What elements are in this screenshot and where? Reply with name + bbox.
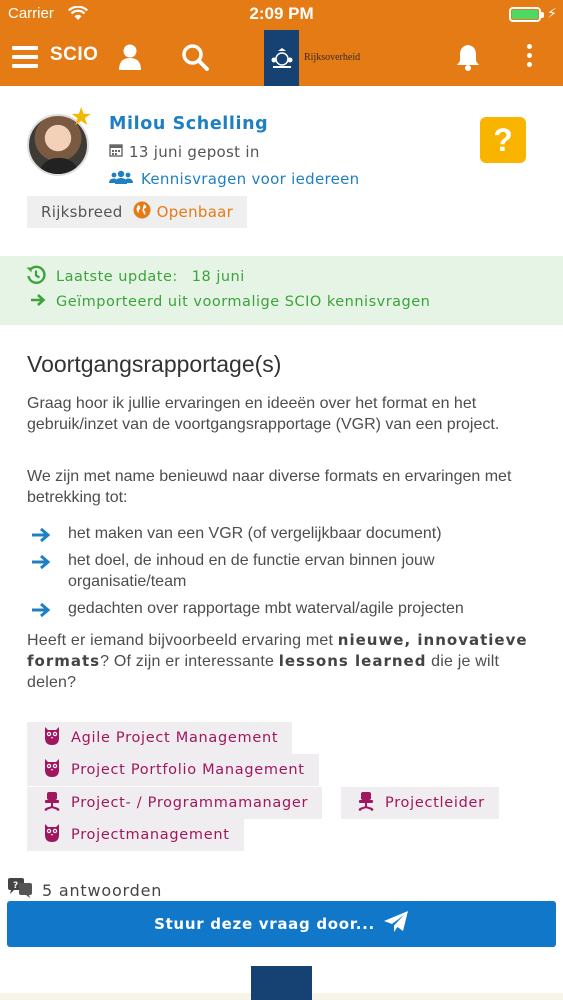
group-name[interactable]: Kennisvragen voor iedereen: [141, 170, 360, 188]
update-date: 18 juni: [191, 269, 245, 285]
charging-icon: ⚡: [547, 6, 557, 22]
author-name[interactable]: Milou Schelling: [109, 114, 269, 134]
answers-label: 5 antwoorden: [42, 880, 163, 900]
update-label: Laatste update:: [56, 269, 178, 285]
chat-question-icon: [8, 878, 34, 902]
forward-button-label: Stuur deze vraag door...: [154, 915, 375, 933]
more-icon[interactable]: [527, 44, 533, 71]
visibility-label: Openbaar: [156, 203, 234, 221]
calendar-icon: [109, 143, 123, 161]
owl-icon: [43, 823, 61, 847]
tag-label: Project Portfolio Management: [71, 762, 305, 778]
history-icon: [26, 265, 46, 289]
list-item: [27, 523, 547, 544]
menu-icon[interactable]: [12, 46, 38, 68]
list-item: [27, 550, 547, 592]
globe-icon: [133, 201, 151, 223]
svg-text:?: ?: [13, 881, 20, 891]
closing-bold: lessons learned: [278, 652, 427, 670]
question-intro: Graag hoor ik jullie ervaringen en ideeën over het format en het gebruik/inzet van de voortgangsrapportage (VGR) van een project.: [27, 395, 500, 433]
posted-text: 13 juni gepost in: [129, 143, 260, 161]
group-icon: [109, 170, 133, 188]
arrow-right-icon: [30, 293, 46, 311]
tag-projectleider[interactable]: [341, 787, 499, 819]
question-title: Voortgangsrapportage(s): [27, 351, 282, 377]
arrow-right-icon: [31, 602, 51, 624]
group-link[interactable]: [109, 170, 360, 188]
forward-question-button[interactable]: [7, 901, 556, 947]
arrow-right-icon: [31, 527, 51, 549]
owl-icon: [43, 758, 61, 782]
rijksoverheid-logo[interactable]: [264, 30, 299, 86]
question-closing: [27, 630, 537, 693]
owl-icon: [43, 726, 61, 750]
chair-icon: [43, 791, 61, 815]
tag-agile-project-management[interactable]: [27, 722, 292, 754]
imported-note: Geïmporteerd uit voormalige SCIO kennisvragen: [56, 294, 431, 310]
question-context: We zijn met name benieuwd naar diverse formats en ervaringen met betrekking tot:: [27, 468, 512, 506]
tag-label: Project- / Programmamanager: [71, 795, 309, 811]
arrow-right-icon: [31, 554, 51, 576]
user-icon[interactable]: [118, 43, 142, 75]
scope-badge: [27, 196, 247, 228]
closing-text: die je wilt delen?: [27, 653, 500, 691]
tag-label: Projectmanagement: [71, 827, 230, 843]
closing-text: Heeft er iemand bijvoorbeeld ervaring met: [27, 632, 338, 649]
posted-date: [109, 143, 260, 161]
logo-wordmark: Rijksoverheid: [304, 52, 361, 63]
tag-project-programmamanager[interactable]: [27, 787, 322, 819]
star-icon: ★: [70, 102, 93, 131]
closing-text: ? Of zijn er interessante: [100, 653, 279, 670]
carrier-label: Carrier: [8, 5, 54, 22]
clock: 2:09 PM: [249, 4, 314, 23]
status-bar: [0, 0, 563, 30]
battery-icon: [509, 7, 541, 22]
nav-bar: [0, 30, 563, 86]
search-icon[interactable]: [181, 43, 209, 75]
tag-label: Agile Project Management: [71, 730, 279, 746]
bullet-list: [27, 523, 547, 625]
tag-projectmanagement[interactable]: [27, 819, 244, 851]
list-item-text: het maken van een VGR (of vergelijkbaar document): [68, 525, 442, 542]
tag-project-portfolio-management[interactable]: [27, 754, 319, 786]
question-badge: ?: [480, 117, 526, 163]
bell-icon[interactable]: [455, 43, 481, 75]
scope-label: Rijksbreed: [41, 203, 123, 221]
list-item-text: het doel, de inhoud en de functie ervan binnen jouw organisatie/team: [68, 552, 435, 590]
footer-logo: [251, 966, 312, 1000]
tag-label: Projectleider: [385, 795, 485, 811]
list-item-text: gedachten over rapportage mbt waterval/agile projecten: [68, 600, 464, 617]
closing-bold: nieuwe, innovatieve formats: [27, 631, 528, 670]
chair-icon: [357, 791, 375, 815]
app-title[interactable]: SCIO: [50, 44, 99, 65]
paper-plane-icon: [383, 910, 409, 938]
update-info: [0, 256, 563, 325]
list-item: [27, 598, 547, 619]
answers-count[interactable]: [8, 878, 162, 902]
